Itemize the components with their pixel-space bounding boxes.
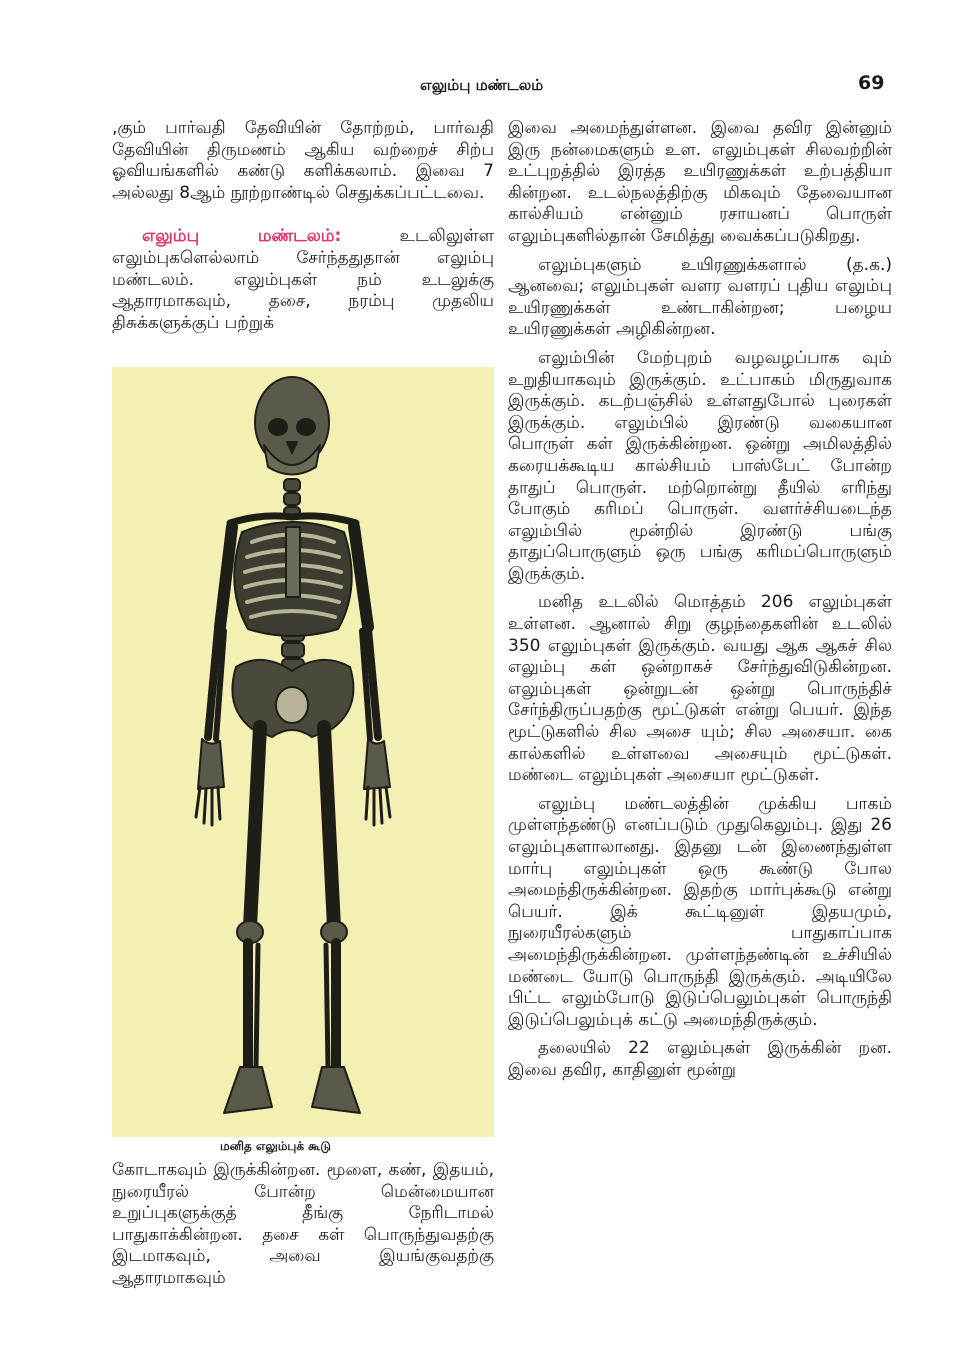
paragraph: எலும்பின் மேற்புறம் வழவழப்பாக வும் உறுதியாகவும் இருக்கும். உட்பாகம் மிருதுவாக இருக்கும். கடற்பஞ்சில் உள்ளதுபோல் புரைகள் இருக்கும். எலும்பில் இரண்டு வகையான பொருள் கள் இருக்கின்றன. ஒன்று அமிலத்தில் கரையக்கூடிய கால்சியம் பாஸ்பேட் போன்ற தாதுப் பொருள். மற்றொன்று தீயில் எரிந்து போகும் கரிமப் பொருள். வளர்ச்சியடைந்த எலும்பில் மூன்றில் இரண்டு பங்கு தாதுப்பொருளும் ஒரு பங்கு கரிமப்பொருளும் இருக்கும். xyxy=(508,347,892,584)
paragraph: கோடாகவும் இருக்கின்றன. மூளை, கண், இதயம், நுரையீரல் போன்ற மென்மையான உறுப்புகளுக்குத் தீங்கு நேரிடாமல் பாதுகாக்கின்றன. தசை கள் பொருந்துவதற்கு இடமாகவும், அவை இயங்குவதற்கு ஆதாரமாகவும் xyxy=(112,1160,494,1288)
section-heading: எலும்பு மண்டலம்: xyxy=(142,226,342,247)
paragraph: எலும்புகளும் உயிரணுக்களால் (த.க.) ஆனவை; எலும்புகள் வளர வளரப் புதிய எலும்பு உயிரணுக்கள் உண்டாகின்றன; பழைய உயிரணுக்கள் அழிகின்றன. xyxy=(508,254,892,340)
paragraph xyxy=(112,226,494,334)
paragraph-text: உடலிலுள்ள எலும்புகளெல்லாம் சேர்ந்ததுதான் எலும்பு மண்டலம். எலும்புகள் நம் உடலுக்கு ஆதாரமாகவும், தசை, நரம்பு முதலிய திசுக்களுக்குப் பற்றுக் xyxy=(112,226,494,333)
paragraph: ,கும் பார்வதி தேவியின் தோற்றம், பார்வதி தேவியின் திருமணம் ஆகிய வற்றைச் சிற்ப ஓவியங்களில் கண்டு களிக்கலாம். இவை 7 அல்லது 8ஆம் நூற்றாண்டில் செதுக்கப்பட்டவை. xyxy=(112,118,494,203)
page-number: 69 xyxy=(858,72,885,94)
paragraph: தலையில் 22 எலும்புகள் இருக்கின் றன. இவை தவிர, காதினுள் மூன்று xyxy=(508,1038,892,1080)
right-column xyxy=(508,118,892,1089)
figure-caption: மனித எலும்புக் கூடு xyxy=(220,1139,331,1153)
paragraph: மனித உடலில் மொத்தம் 206 எலும்புகள் உள்ளன. ஆனால் சிறு குழந்தைகளின் உடலில் 350 எலும்புகள் இருக்கும். வயது ஆக ஆகச் சில எலும்பு கள் ஒன்றாகச் சேர்ந்துவிடுகின்றன. எலும்புகள் ஒன்றுடன் ஒன்று பொருந்திச் சேர்ந்திருப்பதற்கு மூட்டுகள் என்று பெயர். இந்த மூட்டுகளில் சில அசை யும்; சில அசையா. கை கால்களில் உள்ளவை அசையும் மூட்டுகள். மண்டை எலும்புகள் அசையா மூட்டுகள். xyxy=(508,592,892,786)
skeleton-figure xyxy=(112,367,494,1137)
running-head xyxy=(0,72,966,98)
left-column-top xyxy=(112,118,494,341)
left-column-bottom xyxy=(112,1160,494,1297)
paragraph: எலும்பு மண்டலத்தின் முக்கிய பாகம் முள்ளந்தண்டு எனப்படும் முதுகெலும்பு. இது 26 எலும்புகளாலானது. இதனு டன் இணைந்துள்ள மார்பு எலும்புகள் ஒரு கூண்டு போல அமைந்திருக்கின்றன. இதற்கு மார்புக்கூடு என்று பெயர். இக் கூட்டினுள் இதயமும், நுரையீரல்களும் பாதுகாப்பாக அமைந்திருக்கின்றன. முள்ளந்தண்டின் உச்சியில் மண்டை யோடு பொருந்தி இருக்கும். அடியிலே பிட்ட எலும்போடு இடுப்பெலும்புகள் பொருந்தி இடுப்பெலும்புக் கட்டு அமைந்திருக்கும். xyxy=(508,793,892,1030)
skeleton-illustration xyxy=(112,367,494,1137)
paragraph: இவை அமைந்துள்ளன. இவை தவிர இன்னும் இரு நன்மைகளும் உள. எலும்புகள் சிலவற்றின் உட்புறத்தில் இரத்த உயிரணுக்கள் உற்பத்தியா கின்றன. உடல்நலத்திற்கு மிகவும் தேவையான கால்சியம் என்னும் ரசாயனப் பொருள் எலும்புகளில்தான் சேமித்து வைக்கப்படுகிறது. xyxy=(508,118,892,246)
running-title: எலும்பு மண்டலம் xyxy=(420,76,544,94)
